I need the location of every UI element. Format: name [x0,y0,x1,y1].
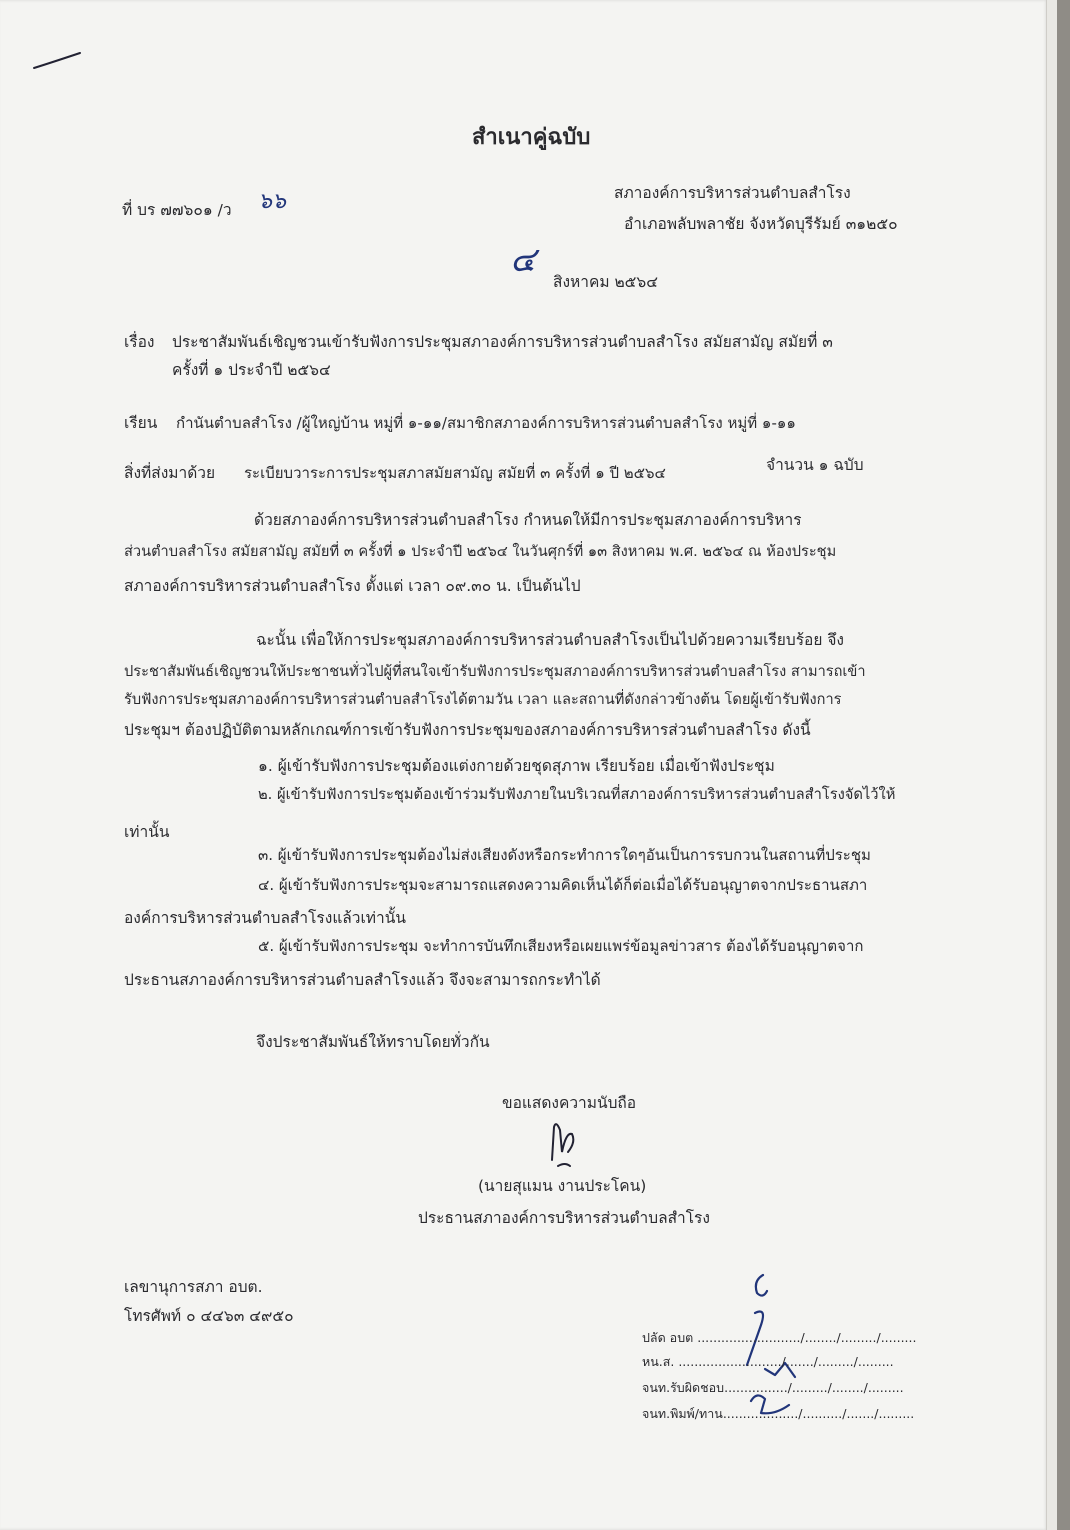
rule-2: ๒. ผู้เข้ารับฟังการประชุมต้องเข้าร่วมรับฟังภายในบริเวณที่สภาองค์การบริหารส่วนตำบลสำโรงจัดไว้ให้ [258,786,896,803]
closing-paragraph: จึงประชาสัมพันธ์ให้ทราบโดยทั่วกัน [256,1033,490,1051]
routing-line-3: จนท.รับผิดชอบ................/........./......../......... [642,1380,904,1395]
date-day-handwritten: ๔ [510,240,536,280]
routing-line-1: ปลัด อบต ........................../......../........./......... [642,1330,917,1345]
body-paragraph-2-line-1: ฉะนั้น เพื่อให้การประชุมสภาองค์การบริหารส่วนตำบลสำโรงเป็นไปด้วยความเรียบร้อย จึง [256,631,845,649]
signer-name: (นายสุแมน งานประโคน) [478,1177,647,1195]
rule-3: ๓. ผู้เข้ารับฟังการประชุมต้องไม่ส่งเสียงดังหรือกระทำการใดๆอันเป็นการรบกวนในสถานที่ประชุม [258,846,871,864]
rule-1: ๑. ผู้เข้ารับฟังการประชุมต้องแต่งกายด้วยชุดสุภาพ เรียบร้อย เมื่อเข้าฟังประชุม [258,757,775,775]
org-address: อำเภอพลับพลาชัย จังหวัดบุรีรัมย์ ๓๑๒๕๐ [624,215,898,233]
rule-5-continued: ประธานสภาองค์การบริหารส่วนตำบลสำโรงแล้ว จึงจะสามารถกระทำได้ [124,971,601,989]
routing-line-4: จนท.พิมพ์/ทาน.................../........../......./......... [642,1406,915,1421]
body-paragraph-1-line-1: ด้วยสภาองค์การบริหารส่วนตำบลสำโรง กำหนดให้มีการประชุมสภาองค์การบริหาร [254,511,802,529]
subject-label: เรื่อง [124,333,155,351]
body-paragraph-1-line-3: สภาองค์การบริหารส่วนตำบลสำโรง ตั้งแต่ เวลา ๐๙.๓๐ น. เป็นต้นไป [124,577,581,595]
enclosure-quantity: จำนวน ๑ ฉบับ [766,456,864,474]
body-paragraph-2-line-2: ประชาสัมพันธ์เชิญชวนให้ประชาชนทั่วไปผู้ที่สนใจเข้ารับฟังการประชุมสภาองค์การบริหารส่วนตำบลสำโรง สามารถเข้า [124,663,866,680]
contact-phone: โทรศัพท์ ๐ ๔๔๖๓ ๔๙๕๐ [124,1307,294,1325]
routing-line-2: หน.ส. ........................../......./........./......... [642,1354,894,1369]
reference-number: ที่ บร ๗๗๖๐๑ /ว [122,201,232,219]
subject-line-1: ประชาสัมพันธ์เชิญชวนเข้ารับฟังการประชุมสภาองค์การบริหารส่วนตำบลสำโรง สมัยสามัญ สมัยที่ ๓ [172,333,833,351]
reference-handwritten: ๖๖ [258,189,286,214]
rule-2-continued: เท่านั้น [124,823,170,841]
enclosure-text: ระเบียบวาระการประชุมสภาสมัยสามัญ สมัยที่ ๓ ครั้งที่ ๑ ปี ๒๕๖๔ [244,464,666,482]
org-name: สภาองค์การบริหารส่วนตำบลสำโรง [614,184,851,202]
date-text: สิงหาคม ๒๕๖๔ [553,273,658,291]
regards: ขอแสดงความนับถือ [502,1094,637,1112]
to-text: กำนันตำบลสำโรง /ผู้ใหญ่บ้าน หมู่ที่ ๑-๑๑/สมาชิกสภาองค์การบริหารส่วนตำบลสำโรง หมู่ที่ ๑-๑๑ [176,414,796,432]
body-paragraph-2-line-3: รับฟังการประชุมสภาองค์การบริหารส่วนตำบลสำโรงได้ตามวัน เวลา และสถานที่ดังกล่าวข้างต้น โดยผู้เข้ารับฟังการ [124,691,842,708]
rule-4-continued: องค์การบริหารส่วนตำบลสำโรงแล้วเท่านั้น [124,909,406,927]
contact-office: เลขานุการสภา อบต. [124,1278,263,1296]
enclosure-label: สิ่งที่ส่งมาด้วย [124,464,216,482]
signature-chairman [540,1112,590,1172]
rule-5: ๕. ผู้เข้ารับฟังการประชุม จะทำการบันทึกเสียงหรือเผยแพร่ข้อมูลข่าวสาร ต้องได้รับอนุญาตจาก [258,937,864,955]
document-title: สำเนาคู่ฉบับ [472,125,591,150]
stray-pen-mark [30,48,90,73]
rule-4: ๔. ผู้เข้ารับฟังการประชุมจะสามารถแสดงความคิดเห็นได้ก็ต่อเมื่อได้รับอนุญาตจากประธานสภา [258,876,868,894]
body-paragraph-2-line-4: ประชุมฯ ต้องปฏิบัติตามหลักเกณฑ์การเข้ารับฟังการประชุมของสภาองค์การบริหารส่วนตำบลสำโรง ดังนี้ [124,721,811,739]
underlying-page-edge [1046,0,1057,1530]
body-paragraph-1-line-2: ส่วนตำบลสำโรง สมัยสามัญ สมัยที่ ๓ ครั้งที่ ๑ ประจำปี ๒๕๖๔ ในวันศุกร์ที่ ๑๓ สิงหาคม พ.ศ. ๒๕๖๔ ณ ห้องประชุม [124,543,837,560]
signer-title: ประธานสภาองค์การบริหารส่วนตำบลสำโรง [418,1209,710,1227]
to-label: เรียน [124,414,158,432]
subject-line-2: ครั้งที่ ๑ ประจำปี ๒๕๖๔ [172,361,331,379]
